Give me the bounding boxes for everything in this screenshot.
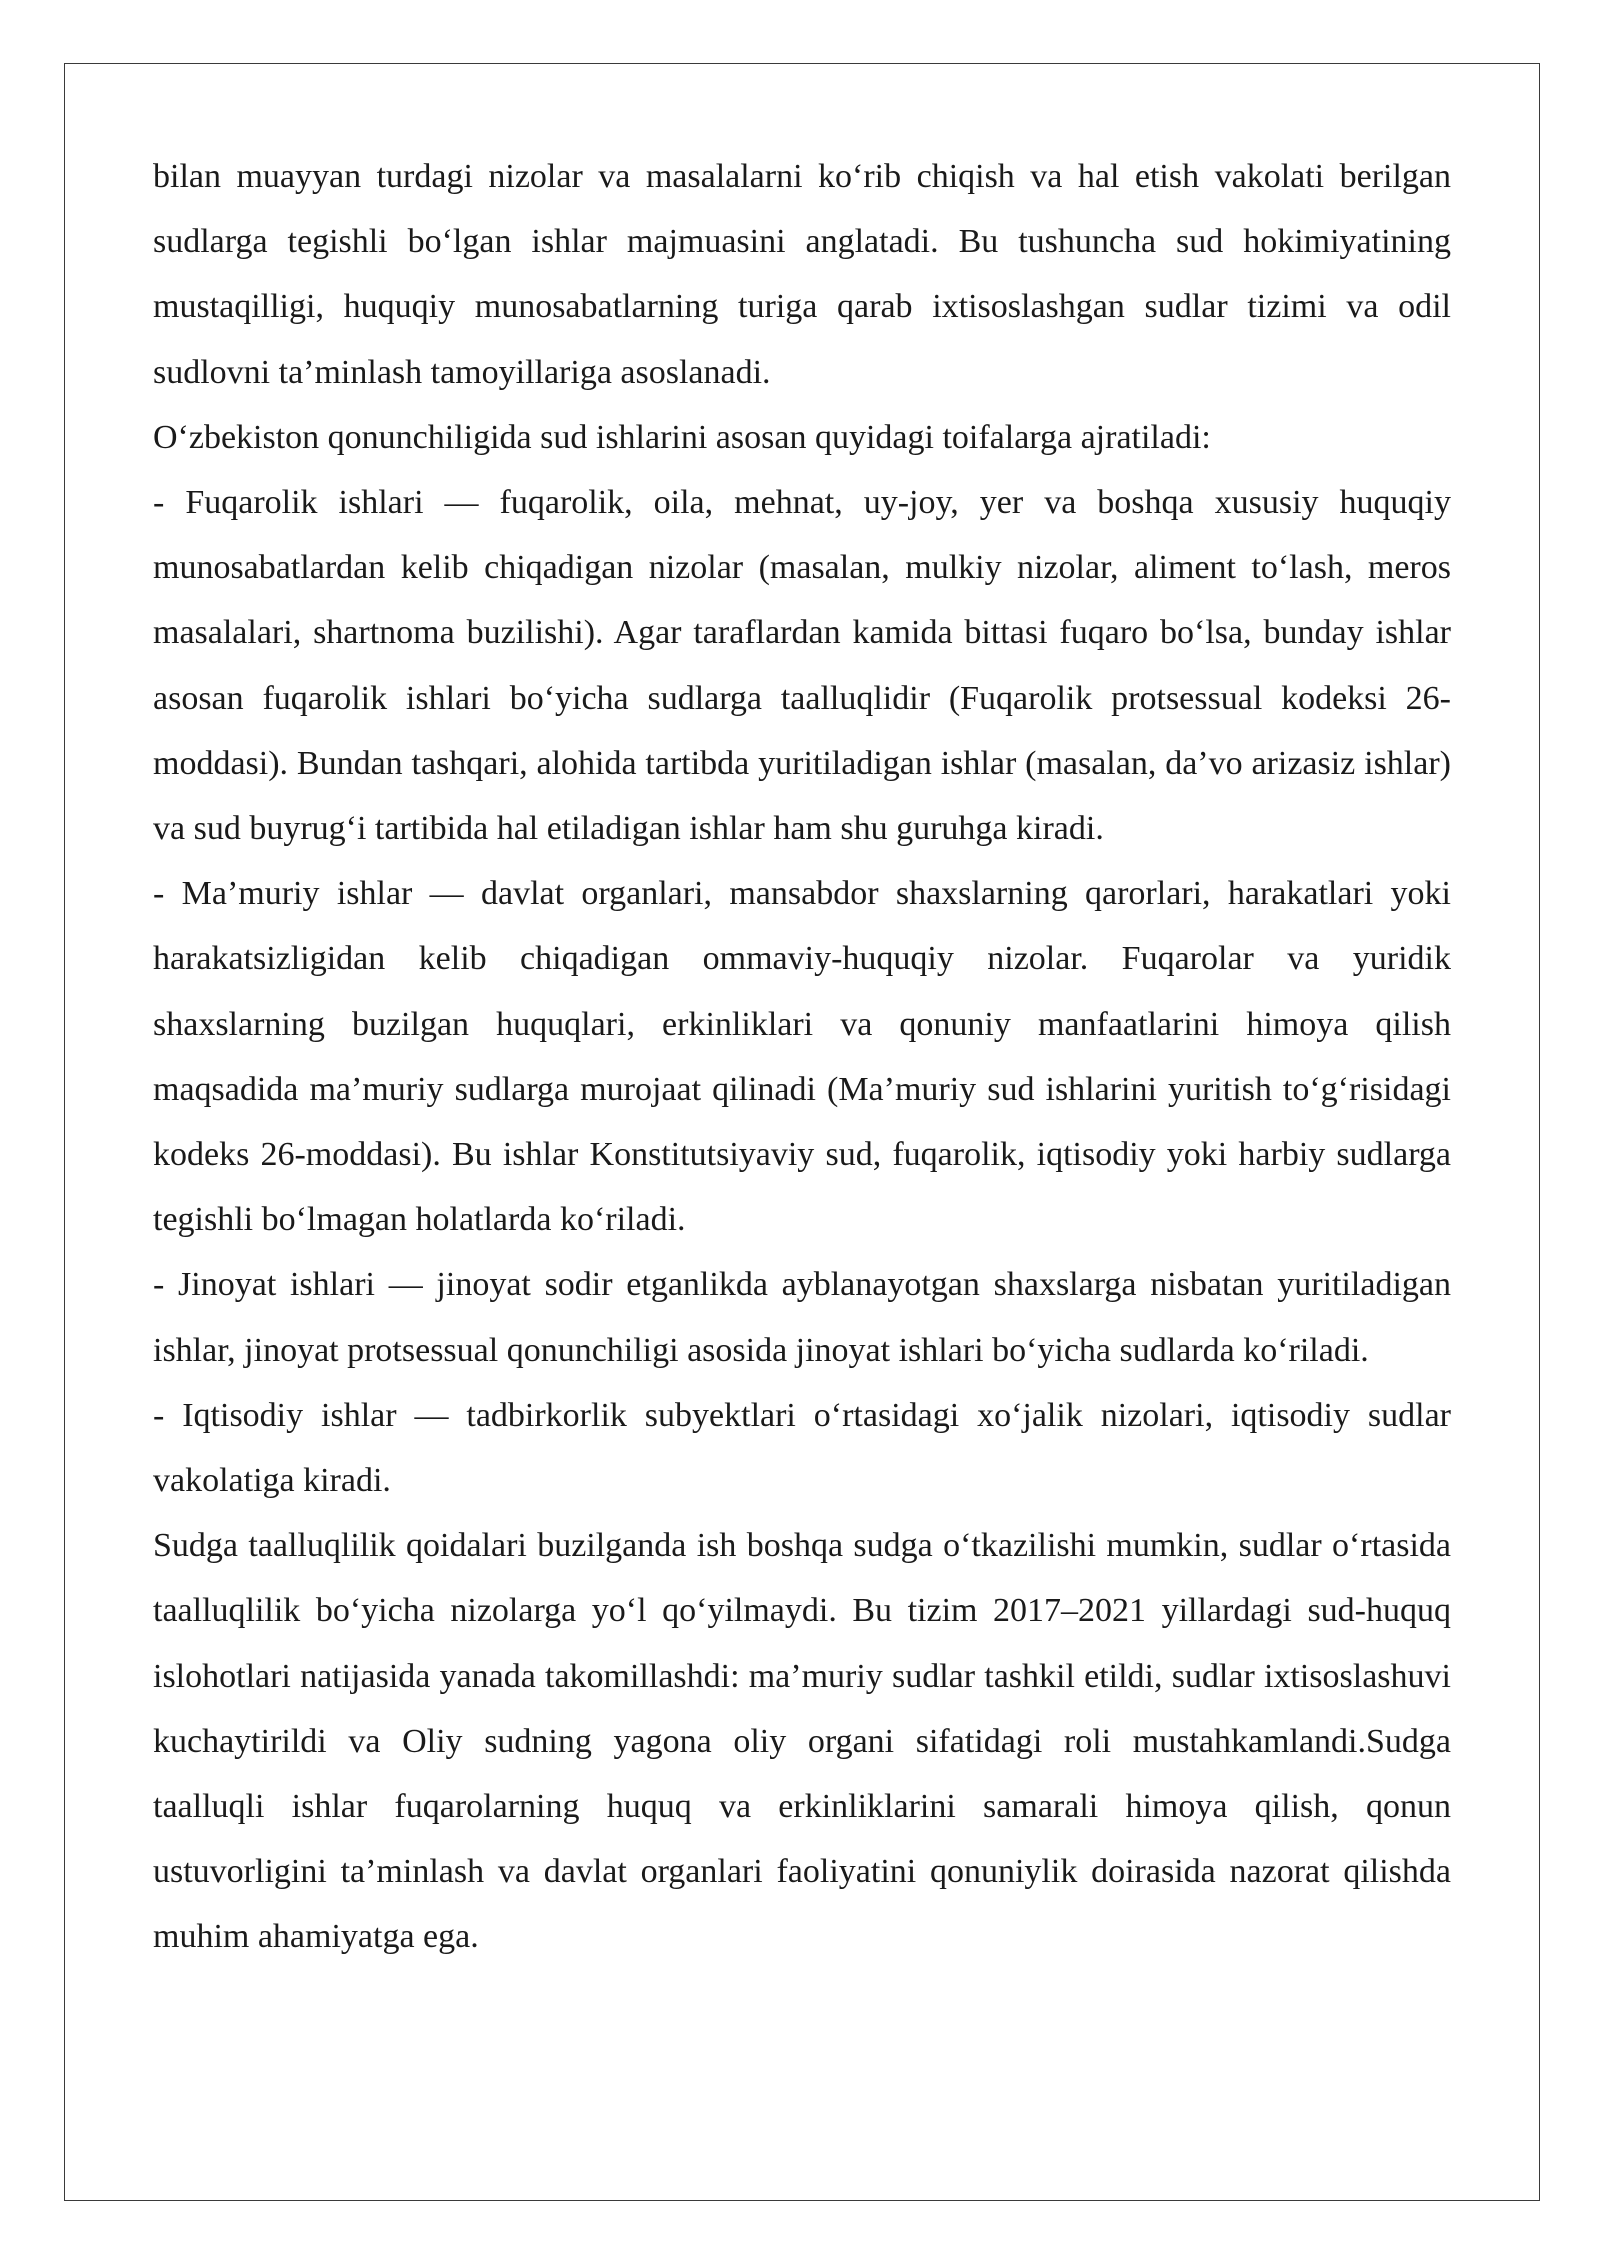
paragraph-intro-continuation: bilan muayyan turdagi nizolar va masalalarni ko‘rib chiqish va hal etish vakolati berilgan sudlarga tegishli bo‘lgan ishlar majmuasini anglatadi. Bu tushuncha sud hokimiyatining mustaqilligi, huquqiy munosabatlarning turiga qarab ixtisoslashgan sudlar tizimi va odil sudlovni ta’minlash tamoyillariga asoslanadi. (153, 158, 1451, 391)
paragraph-economic-cases: - Iqtisodiy ishlar — tadbirkorlik subyektlari o‘rtasidagi xo‘jalik nizolari, iqtisodiy sudlar vakolatiga kiradi. (153, 1396, 1451, 1500)
document-body (153, 144, 1451, 1970)
paragraph-administrative-cases: - Ma’muriy ishlar — davlat organlari, mansabdor shaxslarning qarorlari, harakatlari yoki harakatsizligidan kelib chiqadigan ommaviy-huquqiy nizolar. Fuqarolar va yuridik shaxslarning buzilgan huquqlari, erkinliklari va qonuniy manfaatlarini himoya qilish maqsadida ma’muriy sudlarga murojaat qilinadi (Ma’muriy sud ishlarini yuritish to‘g‘risidagi kodeks 26-moddasi). Bu ishlar Konstitutsiyaviy sud, fuqarolik, iqtisodiy yoki harbiy sudlarga tegishli bo‘lmagan holatlarda ko‘riladi. (153, 875, 1451, 1239)
paragraph-criminal-cases: - Jinoyat ishlari — jinoyat sodir etganlikda ayblanayotgan shaxslarga nisbatan yuritiladigan ishlar, jinoyat protsessual qonunchiligi asosida jinoyat ishlari bo‘yicha sudlarda ko‘riladi. (153, 1266, 1451, 1369)
paragraph-categories-lead: O‘zbekiston qonunchiligida sud ishlarini asosan quyidagi toifalarga ajratiladi: (153, 418, 1211, 456)
paragraph-civil-cases: - Fuqarolik ishlari — fuqarolik, oila, mehnat, uy-joy, yer va boshqa xususiy huquqiy munosabatlardan kelib chiqadigan nizolar (masalan, mulkiy nizolar, aliment to‘lash, meros masalalari, shartnoma buzilishi). Agar taraflardan kamida bittasi fuqaro bo‘lsa, bunday ishlar asosan fuqarolik ishlari bo‘yicha sudlarga taalluqlidir (Fuqarolik protsessual kodeksi 26-moddasi). Bundan tashqari, alohida tartibda yuritiladigan ishlar (masalan, da’vo arizasiz ishlar) va sud buyrug‘i tartibida hal etiladigan ishlar ham shu guruhga kiradi. (153, 484, 1451, 848)
paragraph-conclusion: Sudga taalluqlilik qoidalari buzilganda ish boshqa sudga o‘tkazilishi mumkin, sudlar o‘rtasida taalluqlilik bo‘yicha nizolarga yo‘l qo‘yilmaydi. Bu tizim 2017–2021 yillardagi sud-huquq islohotlari natijasida yanada takomillashdi: ma’muriy sudlar tashkil etildi, sudlar ixtisoslashuvi kuchaytirildi va Oliy sudning yagona oliy organi sifatidagi roli mustahkamlandi.Sudga taalluqli ishlar fuqarolarning huquq va erkinliklarini samarali himoya qilish, qonun ustuvorligini ta’minlash va davlat organlari faoliyatini qonuniylik doirasida nazorat qilishda muhim ahamiyatga ega. (153, 1527, 1451, 1956)
